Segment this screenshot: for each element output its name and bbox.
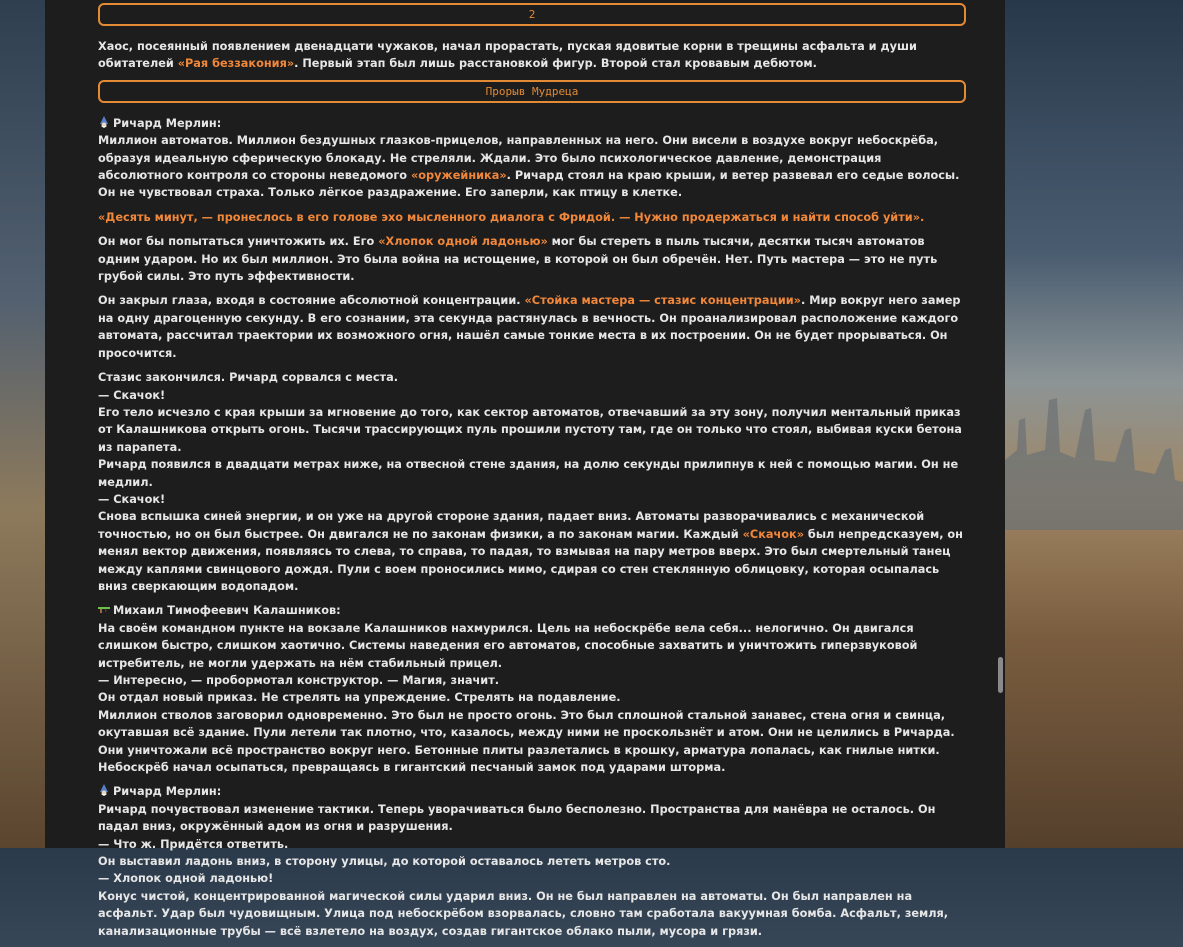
background-left bbox=[0, 0, 45, 848]
paragraph-kalashnikov: На своём командном пункте на вокзале Калашников нахмурился. Цель на небоскрёбе вела себя... нелогично. Он двигался слишком быстро, слишком хаотично. Системы наведения его автоматов, способные захватить и уничтожить гиперзвуковой истребитель, не могли удержать на нём стабильный прицел. — Интересно, — пробормотал конструктор. — Магия, значит. Он отдал новый приказ. Не стрелять на упреждение. Стрелять на подавление. Миллион стволов заговорил одновременно. Это был не просто огонь. Это был сплошной стальной занавес, стена огня и свинца, окутавшая всё здание. Пули летели так плотно, что, казалось, между ними не проскользнёт и атом. Они не целились в Ричарда. Они уничтожали всё пространство вокруг него. Бетонные плиты разлетались в крошку, арматура лопалась, как гнилые нитки. Небоскрёб начал осыпаться, превращаясь в гигантский песчаный замок под ударами шторма. bbox=[98, 621, 955, 775]
wizard-icon bbox=[98, 116, 110, 128]
wizard-icon bbox=[98, 784, 110, 796]
intro-paragraph: Хаос, посеянный появлением двенадцати чужаков, начал прорастать, пуская ядовитые корни в трещины асфальта и души обитателей «Рая беззакония». Первый этап был лишь расстановкой фигур. Второй стал кровавым дебютом. bbox=[98, 40, 917, 71]
paragraph-clap: Он мог бы попытаться уничтожить их. Его «Хлопок одной ладонью» мог бы стереть в пыль тысячи, десятки тысяч автоматов одним ударом. Но их был миллион. Это была война на истощение, в которой он был обречён. Нет. Путь мастера — это не путь грубой силы. Это путь эффективности. bbox=[98, 235, 938, 284]
scrollbar-thumb[interactable] bbox=[998, 657, 1003, 693]
speaker-merlin: Ричард Мерлин: bbox=[98, 115, 966, 132]
paragraph-blockade: Миллион автоматов. Миллион бездушных глазков-прицелов, направленных на него. Они висели в воздухе вокруг небоскрёба, образуя идеальную сферическую блокаду. Не стреляли. Ждали. Это было психологическое давление, демонстрация абсолютного контроля со стороны неведомого «оружейника». Ричард стоял на краю крыши, и ветер развевал его седые волосы. Он не чувствовал страха. Только лёгкое раздражение. Его заперли, как птицу в клетке. bbox=[98, 134, 960, 200]
section-number-header: 2 bbox=[98, 3, 966, 26]
paragraph-stasis: Он закрыл глаза, входя в состояние абсолютной концентрации. «Стойка мастера — стазис концентрации». Мир вокруг него замер на одну драгоценную секунду. В его сознании, эта секунда растянулась в вечность. Он проанализировал расположение каждого автомата, рассчитал траектории их возможного огня, нашёл самые тонкие места в их построении. Он не будет прорываться. Он просочится. bbox=[98, 294, 961, 360]
paragraph-jumps: Стазис закончился. Ричард сорвался с места. — Скачок! Его тело исчезло с края крыши за мгновение до того, как сектор автоматов, отвечавший за эту зону, получил ментальный приказ от Калашникова открыть огонь. Тысячи трассирующих пуль прошили пустоту там, где он только что стоял, выбивая куски бетона из парапета. Ричард появился в двадцати метрах ниже, на отвесной стене здания, на долю секунды прилипнув к ней с помощью магии. Он не медлил. — Скачок! Снова вспышка синей энергии, и он уже на другой стороне здания, падает вниз. Автоматы разворачивались с механической точностью, но он был быстрее. Он двигался не по законам физики, а по законам магии. Каждый «Скачок» был непредсказуем, он менял вектор движения, появляясь то слева, то справа, то падая, то взмывая на пару метров вверх. Это был смертельный танец между каплями свинцового дождя. Пули с воем проносились мимо, сдирая со стен стеклянную облицовку, которая осыпалась вниз сверкающим водопадом. bbox=[98, 371, 963, 593]
paragraph-counter: Ричард почувствовал изменение тактики. Теперь уворачиваться было бесполезно. Пространства для манёвра не осталось. Он падал вниз, окружённый адом из огня и разрушения. — Что ж. Придётся ответить. Он выставил ладонь вниз, в сторону улицы, до которой оставалось лететь метров сто. — Хлопок одной ладонью! Конус чистой, концентрированной магической силы ударил вниз. Он не был направлен на автоматы. Он был направлен на асфальт. Удар был чудовищным. Улица под небоскрёбом взорвалась, словно там сработала вакуумная бомба. Асфальт, земля, канализационные трубы — всё взлетело на воздух, создав гигантское облако пыли, мусора и грязи. bbox=[98, 802, 949, 938]
speaker-merlin-2: Ричард Мерлин: bbox=[98, 783, 966, 800]
chat-panel bbox=[45, 0, 1005, 938]
background-ruins bbox=[1005, 390, 1183, 530]
chapter-title-box: Прорыв Мудреца bbox=[98, 80, 966, 103]
thought-frida: «Десять минут, — пронеслось в его голове эхо мысленного диалога с Фридой. — Нужно продержаться и найти способ уйти». bbox=[98, 210, 925, 224]
highlight-raya: «Рая беззакония» bbox=[177, 57, 295, 71]
rifle-icon bbox=[98, 603, 110, 615]
speaker-kalashnikov: Михаил Тимофеевич Калашников: bbox=[98, 602, 966, 619]
message-content bbox=[98, 0, 966, 947]
